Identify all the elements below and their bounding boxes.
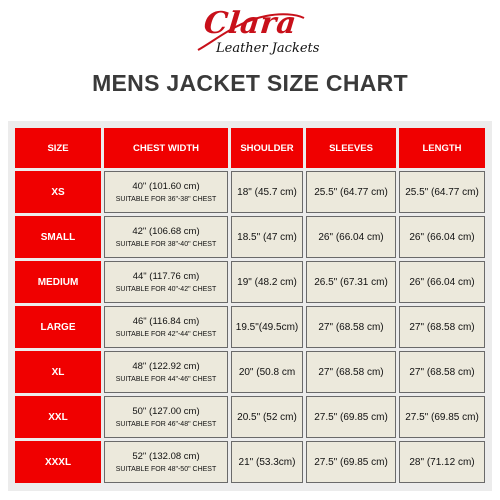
chest-width-note: SUITABLE FOR 36"-38" CHEST bbox=[115, 196, 217, 203]
table-row bbox=[15, 351, 485, 393]
header-length: LENGTH bbox=[399, 128, 485, 168]
sleeves-cell: 27.5" (69.85 cm) bbox=[306, 396, 396, 438]
table-row bbox=[15, 216, 485, 258]
table-header-row bbox=[15, 128, 485, 168]
size-label: SMALL bbox=[15, 216, 101, 258]
length-cell: 26" (66.04 cm) bbox=[399, 261, 485, 303]
header-chest-width: CHEST WIDTH bbox=[104, 128, 228, 168]
chest-width-note: SUITABLE FOR 48"-50" CHEST bbox=[115, 466, 217, 473]
shoulder-cell: 19" (48.2 cm) bbox=[231, 261, 303, 303]
chest-width-value: 42" (106.68 cm) bbox=[132, 226, 200, 237]
sleeves-cell: 26.5" (67.31 cm) bbox=[306, 261, 396, 303]
chest-width-cell bbox=[104, 306, 228, 348]
chest-width-note: SUITABLE FOR 38"-40" CHEST bbox=[115, 241, 217, 248]
sleeves-cell: 25.5" (64.77 cm) bbox=[306, 171, 396, 213]
table-row bbox=[15, 396, 485, 438]
length-cell: 28" (71.12 cm) bbox=[399, 441, 485, 483]
table-row bbox=[15, 306, 485, 348]
table-row bbox=[15, 261, 485, 303]
chest-width-note: SUITABLE FOR 46"-48" CHEST bbox=[115, 421, 217, 428]
chest-width-value: 44" (117.76 cm) bbox=[132, 271, 200, 282]
shoulder-cell: 20" (50.8 cm bbox=[231, 351, 303, 393]
shoulder-cell: 19.5"(49.5cm) bbox=[231, 306, 303, 348]
chest-width-note: SUITABLE FOR 40"-42" CHEST bbox=[115, 286, 217, 293]
chest-width-value: 40" (101.60 cm) bbox=[132, 181, 200, 192]
length-cell: 27" (68.58 cm) bbox=[399, 351, 485, 393]
table-row bbox=[15, 171, 485, 213]
logo-brand-name: Clara bbox=[202, 6, 299, 41]
sleeves-cell: 26" (66.04 cm) bbox=[306, 216, 396, 258]
chest-width-value: 50" (127.00 cm) bbox=[132, 406, 200, 417]
brand-logo bbox=[0, 6, 500, 62]
page-title: MENS JACKET SIZE CHART bbox=[92, 70, 408, 96]
size-label: XS bbox=[15, 171, 101, 213]
header-shoulder: SHOULDER bbox=[231, 128, 303, 168]
sleeves-cell: 27" (68.58 cm) bbox=[306, 351, 396, 393]
chest-width-value: 46" (116.84 cm) bbox=[132, 316, 200, 327]
size-label: XL bbox=[15, 351, 101, 393]
size-label: MEDIUM bbox=[15, 261, 101, 303]
chest-width-cell bbox=[104, 261, 228, 303]
length-cell: 26" (66.04 cm) bbox=[399, 216, 485, 258]
shoulder-cell: 18" (45.7 cm) bbox=[231, 171, 303, 213]
logo-subtitle: Leather Jackets bbox=[216, 41, 320, 56]
shoulder-cell: 20.5" (52 cm) bbox=[231, 396, 303, 438]
chest-width-note: SUITABLE FOR 42"-44" CHEST bbox=[115, 331, 217, 338]
chest-width-value: 48" (122.92 cm) bbox=[132, 361, 200, 372]
chest-width-cell bbox=[104, 351, 228, 393]
length-cell: 25.5" (64.77 cm) bbox=[399, 171, 485, 213]
chest-width-cell bbox=[104, 171, 228, 213]
chest-width-cell bbox=[104, 216, 228, 258]
size-chart-table bbox=[12, 125, 488, 486]
sleeves-cell: 27.5" (69.85 cm) bbox=[306, 441, 396, 483]
table-row bbox=[15, 441, 485, 483]
length-cell: 27" (68.58 cm) bbox=[399, 306, 485, 348]
size-label: XXXL bbox=[15, 441, 101, 483]
size-label: LARGE bbox=[15, 306, 101, 348]
shoulder-cell: 18.5" (47 cm) bbox=[231, 216, 303, 258]
header-size: SIZE bbox=[15, 128, 101, 168]
sleeves-cell: 27" (68.58 cm) bbox=[306, 306, 396, 348]
length-cell: 27.5" (69.85 cm) bbox=[399, 396, 485, 438]
chest-width-note: SUITABLE FOR 44"-46" CHEST bbox=[115, 376, 217, 383]
chest-width-value: 52" (132.08 cm) bbox=[132, 451, 200, 462]
shoulder-cell: 21" (53.3cm) bbox=[231, 441, 303, 483]
size-label: XXL bbox=[15, 396, 101, 438]
header-sleeves: SLEEVES bbox=[306, 128, 396, 168]
chest-width-cell bbox=[104, 441, 228, 483]
chest-width-cell bbox=[104, 396, 228, 438]
